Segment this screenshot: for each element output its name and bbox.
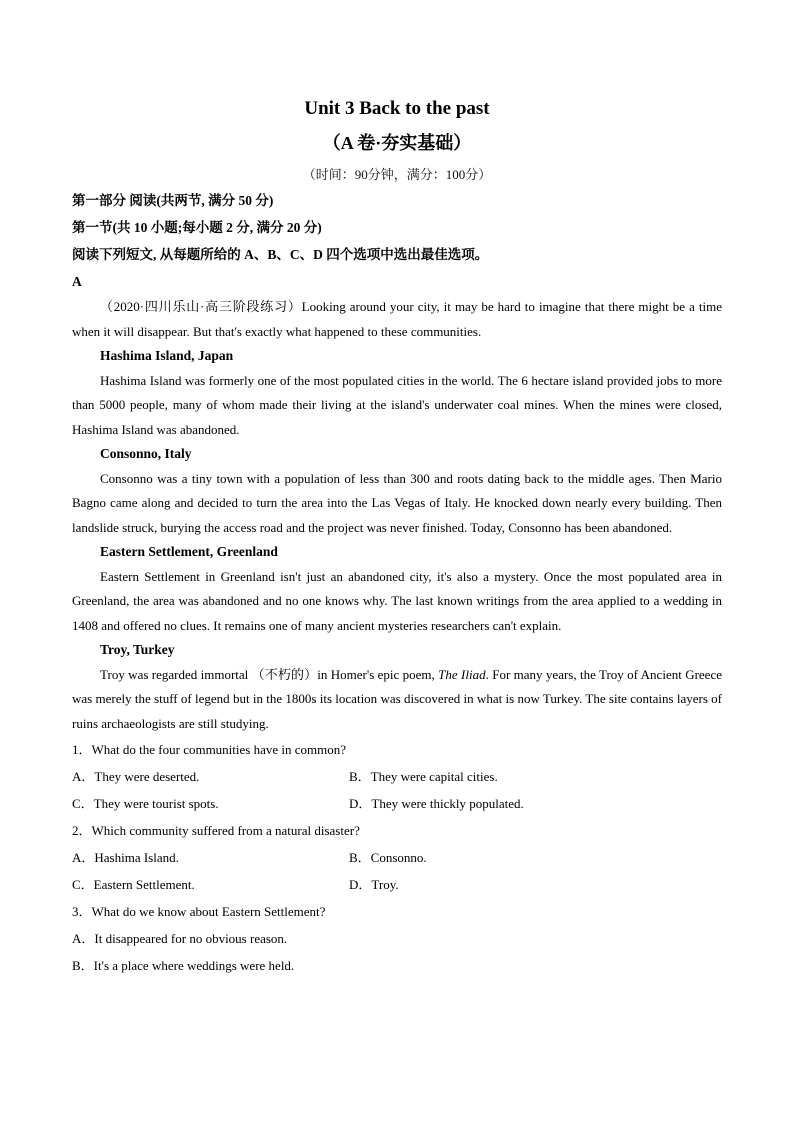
question-1-options-row-1 bbox=[72, 763, 722, 790]
question-2-option-d[interactable]: D．Troy. bbox=[349, 877, 399, 892]
part-heading: 第一部分 阅读(共两节, 满分 50 分) bbox=[72, 193, 274, 208]
question-1-option-c[interactable]: C．They were tourist spots. bbox=[72, 796, 219, 811]
block-text-troy bbox=[72, 663, 722, 737]
passage-intro: （2020·四川乐山·高三阶段练习）Looking around your city, it may be hard to imagine that there might be a time when it will disappear. But that's exactly what happened to these communities. bbox=[72, 299, 722, 339]
question-2-stem: 2．Which community suffered from a natural disaster? bbox=[72, 823, 360, 838]
troy-text-after: . For many years, the Troy of Ancient Greece was merely the stuff of legend but in the 1800s its location was discovered in what is now Turkey. The site contains layers of ruins archaeologists are still studying. bbox=[72, 666, 722, 731]
block-heading-eastern-settlement: Eastern Settlement, Greenland bbox=[100, 544, 278, 559]
troy-text-before: Troy was regarded immortal （不朽的）in Homer's epic poem, bbox=[100, 666, 439, 682]
question-2-options-row-2 bbox=[72, 871, 722, 898]
question-1-option-d[interactable]: D．They were thickly populated. bbox=[349, 796, 524, 811]
question-3-stem: 3．What do we know about Eastern Settlement? bbox=[72, 904, 326, 919]
section-heading: 第一节(共 10 小题;每小题 2 分, 满分 20 分) bbox=[72, 220, 322, 235]
question-3-option-b[interactable]: B．It's a place where weddings were held. bbox=[72, 958, 295, 973]
book-title-iliad: The Iliad bbox=[438, 666, 486, 682]
block-text-eastern-settlement: Eastern Settlement in Greenland isn't just an abandoned city, it's also a mystery. Once the most populated area in Greenland, the area was abandoned and no one knows why. The last known writings from the area applied to a wedding in 1408 and offered no clues. It remains one of many ancient mysteries researchers can't explain. bbox=[72, 568, 722, 633]
question-3-option-a[interactable]: A．It disappeared for no obvious reason. bbox=[72, 931, 288, 946]
block-heading-hashima: Hashima Island, Japan bbox=[100, 348, 234, 363]
passage-label: A bbox=[72, 274, 82, 289]
question-1-option-b[interactable]: B．They were capital cities. bbox=[349, 769, 498, 784]
block-heading-consonno: Consonno, Italy bbox=[100, 446, 192, 461]
block-text-hashima: Hashima Island was formerly one of the most populated cities in the world. The 6 hectare island provided jobs to more than 5000 people, many of whom made their living at the island's underwater coal mines. When the mines were closed, Hashima Island was abandoned. bbox=[72, 372, 722, 437]
question-2-option-b[interactable]: B．Consonno. bbox=[349, 850, 427, 865]
document-subtitle: （A 卷·夯实基础） bbox=[322, 133, 472, 153]
exam-time-score: （时间：90分钟，满分：100分） bbox=[302, 167, 492, 182]
question-2-options-row-1 bbox=[72, 844, 722, 871]
question-2-option-a[interactable]: A．Hashima Island. bbox=[72, 850, 179, 865]
question-1-stem: 1．What do the four communities have in common? bbox=[72, 742, 347, 757]
document-title: Unit 3 Back to the past bbox=[304, 98, 490, 119]
block-text-consonno: Consonno was a tiny town with a population of less than 300 and roots dating back to the middle ages. Then Mario Bagno came along and decided to turn the area into the Las Vegas of Italy. He knocked down nearly every building. Then landslide struck, burying the access road and the project was never finished. Today, Consonno has been abandoned. bbox=[72, 470, 722, 535]
question-2-option-c[interactable]: C．Eastern Settlement. bbox=[72, 877, 195, 892]
block-heading-troy: Troy, Turkey bbox=[100, 642, 175, 657]
document-page bbox=[72, 96, 722, 979]
question-1-option-a[interactable]: A．They were deserted. bbox=[72, 769, 200, 784]
instruction-text: 阅读下列短文, 从每题所给的 A、B、C、D 四个选项中选出最佳选项。 bbox=[72, 247, 489, 262]
question-1-options-row-2 bbox=[72, 790, 722, 817]
